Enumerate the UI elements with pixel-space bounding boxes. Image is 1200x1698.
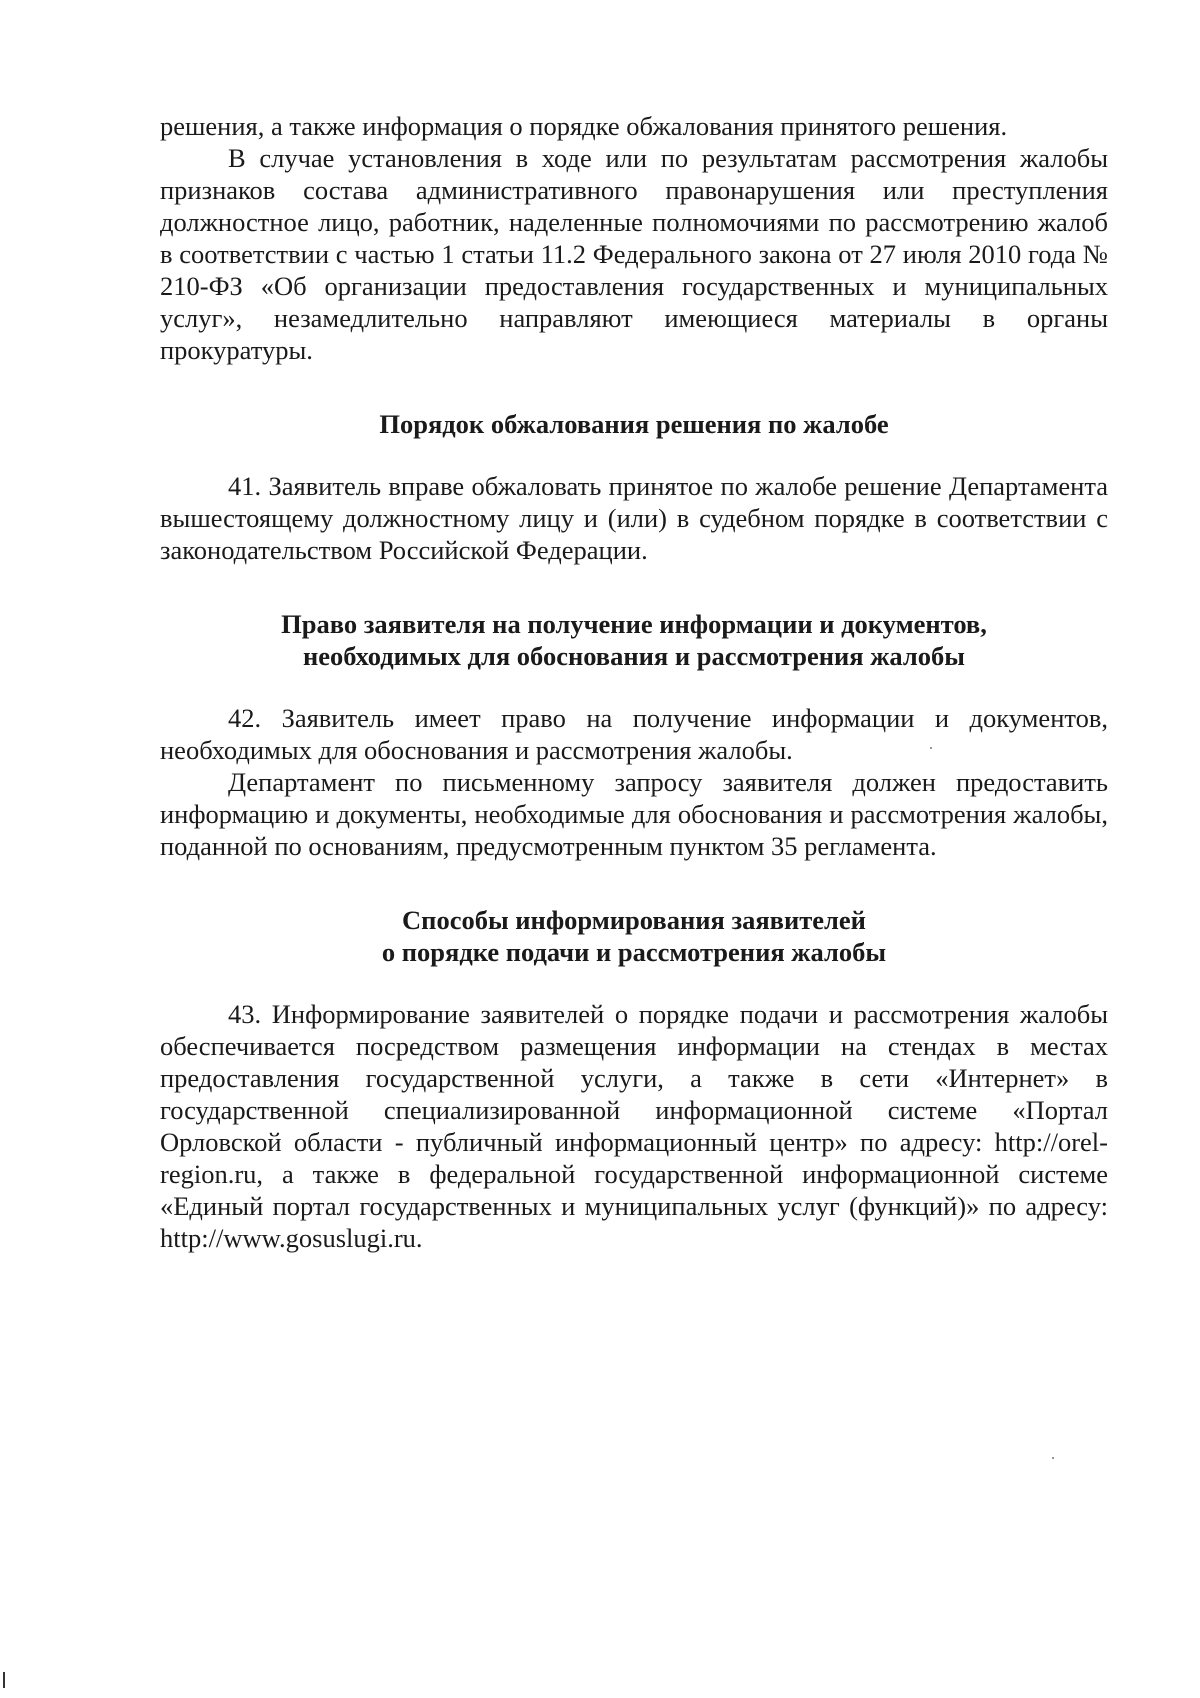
spacer (160, 672, 1108, 702)
heading-line: о порядке подачи и рассмотрения жалобы (381, 937, 887, 967)
document-body (160, 110, 1108, 1254)
paragraph-violation-referral: В случае установления в ходе или по результатам рассмотрения жалобы признаков состава административного правонарушения или преступления должностное лицо, работник, наделенные полномочиями по рассмотрению жалоб в соответствии с частью 1 статьи 11.2 Федерального закона от 27 июля 2010 года № 210-ФЗ «Об организации предоставления государственных и муниципальных услуг», незамедлительно направляют имеющиеся материалы в органы прокуратуры. (160, 143, 1108, 365)
paragraph-43: 43. Информирование заявителей о порядке подачи и рассмотрения жалобы обеспечивается посредством размещения информации на стендах в местах предоставления государственной услуги, а также в сети «Интернет» в государственной специализированной информационной системе «Портал Орловской области - публичный информационный центр» по адресу: http://orel-region.ru, а также в федеральной государственной информационной системе «Единый портал государственных и муниципальных услуг (функций)» по адресу: http://www.gosuslugi.ru. (160, 999, 1108, 1253)
paragraph-41: 41. Заявитель вправе обжаловать принятое по жалобе решение Департамента вышестоящему должностному лицу и (или) в судебном порядке в соответствии с законодательством Российской Федерации. (160, 471, 1108, 565)
paragraph-department-request: Департамент по письменному запросу заявителя должен предоставить информацию и документы, необходимые для обоснования и рассмотрения жалобы, поданной по основаниям, предусмотренным пунктом 35 регламента. (160, 767, 1108, 861)
scan-speck (1052, 1457, 1054, 1459)
heading-appeal-procedure: Порядок обжалования решения по жалобе (379, 409, 889, 439)
heading-line: Право заявителя на получение информации и документов, (281, 609, 987, 639)
spacer (160, 862, 1108, 904)
heading-informing-methods (160, 904, 1108, 968)
heading-line: Способы информирования заявителей (402, 905, 866, 935)
spacer (160, 440, 1108, 470)
spacer (160, 566, 1108, 608)
spacer (160, 968, 1108, 998)
heading-line: необходимых для обоснования и рассмотрения жалобы (303, 641, 965, 671)
heading-right-to-information (160, 608, 1108, 672)
paragraph-continuation: решения, а также информация о порядке обжалования принятого решения. (160, 111, 1008, 141)
scan-edge-mark (3, 1672, 5, 1688)
paragraph-42: 42. Заявитель имеет право на получение информации и документов, необходимых для обоснования и рассмотрения жалобы. (160, 703, 1108, 765)
scan-speck (930, 747, 932, 749)
spacer (160, 366, 1108, 408)
